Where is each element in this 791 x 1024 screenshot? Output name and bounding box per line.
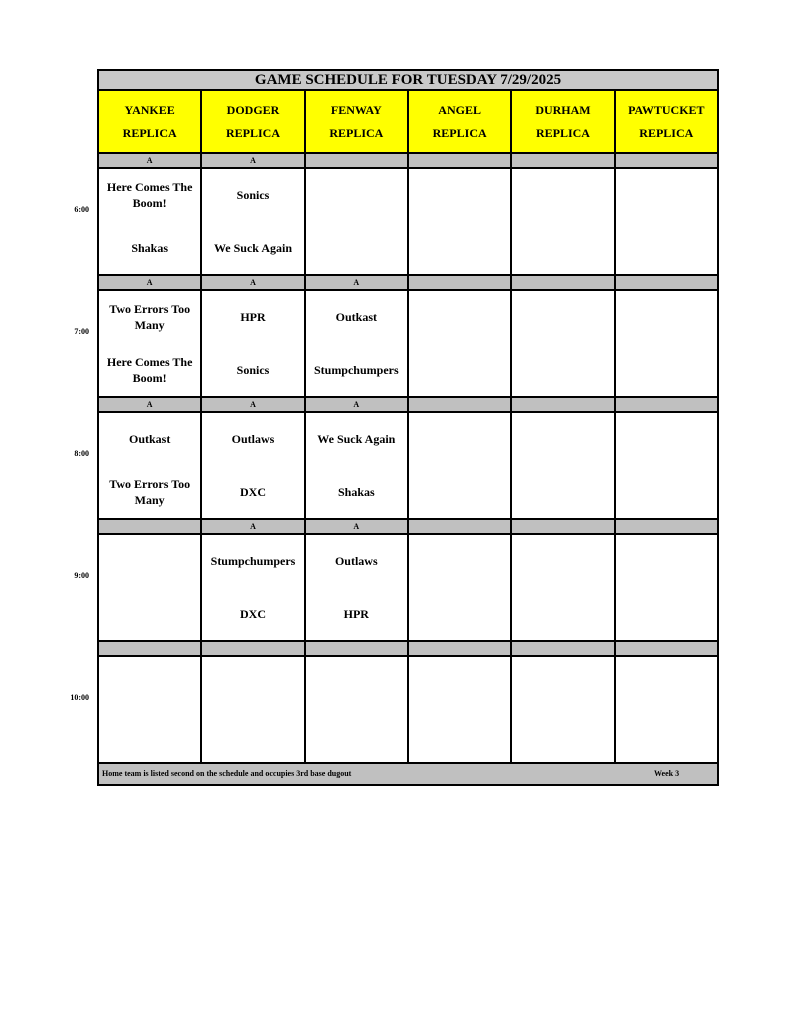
game-cell <box>202 413 305 520</box>
away-team <box>616 413 717 466</box>
game-cell <box>97 535 202 642</box>
away-team: Outkast <box>128 432 171 447</box>
dugout-marker <box>616 642 719 657</box>
game-cell <box>616 169 719 276</box>
home-team: DXC <box>239 484 266 499</box>
dugout-marker <box>409 398 512 413</box>
field-name: PAWTUCKET <box>628 102 705 117</box>
dugout-marker <box>512 276 615 291</box>
game-cell <box>306 413 409 520</box>
away-team: Here Comes The Boom! <box>106 180 193 211</box>
dugout-marker <box>512 642 615 657</box>
dugout-marker: A <box>306 398 409 413</box>
home-team: DXC <box>239 606 266 621</box>
slot-time: 9:00 <box>74 571 89 580</box>
game-cell <box>616 535 719 642</box>
home-team <box>512 222 613 275</box>
away-team <box>616 535 717 588</box>
away-team: Outkast <box>335 310 377 325</box>
dugout-marker <box>97 642 202 657</box>
field-header-durham <box>512 91 615 154</box>
away-team: Outlaws <box>231 432 275 447</box>
away-team <box>409 535 510 588</box>
time-slot <box>74 520 719 642</box>
away-team <box>512 169 613 222</box>
dugout-marker-row <box>97 154 719 169</box>
game-cell <box>306 169 409 276</box>
field-name: DODGER <box>226 102 280 117</box>
home-team: Here Comes The Boom! <box>106 354 193 385</box>
away-team <box>409 413 510 466</box>
schedule-footer <box>97 764 719 786</box>
dugout-marker: A <box>202 276 305 291</box>
game-cell <box>306 657 409 764</box>
dugout-marker <box>202 642 305 657</box>
game-cell <box>409 657 512 764</box>
away-team <box>616 291 717 344</box>
away-team <box>512 657 613 710</box>
game-cell <box>202 657 305 764</box>
away-team <box>99 535 200 588</box>
slot-time: 10:00 <box>70 693 89 702</box>
dugout-marker: A <box>202 398 305 413</box>
game-cell <box>97 657 202 764</box>
away-team: Sonics <box>236 188 270 203</box>
away-team <box>409 169 510 222</box>
home-team: Two Errors Too Many <box>109 476 191 507</box>
home-team <box>616 588 717 641</box>
field-name: ANGEL <box>438 102 481 117</box>
away-team <box>409 291 510 344</box>
dugout-marker: A <box>202 154 305 169</box>
home-team: HPR <box>343 606 369 621</box>
away-team <box>512 535 613 588</box>
dugout-marker <box>512 520 615 535</box>
home-team: Sonics <box>236 362 270 377</box>
field-header-dodger <box>202 91 305 154</box>
game-cell <box>512 169 615 276</box>
away-team: Stumpchumpers <box>210 554 296 569</box>
game-cell <box>409 291 512 398</box>
away-team: Outlaws <box>334 554 378 569</box>
home-team: Stumpchumpers <box>313 362 399 377</box>
home-team <box>409 222 510 275</box>
slot-time: 7:00 <box>74 327 89 336</box>
home-team <box>616 466 717 519</box>
field-sub: REPLICA <box>639 125 694 140</box>
dugout-marker-row <box>97 276 719 291</box>
week-label: Week 3 <box>654 769 680 778</box>
dugout-marker-row <box>97 398 719 413</box>
game-row <box>97 169 719 276</box>
time-slot <box>74 398 719 520</box>
dugout-marker <box>409 642 512 657</box>
dugout-marker: A <box>97 276 202 291</box>
dugout-marker <box>512 398 615 413</box>
home-team <box>616 710 717 763</box>
slot-time: 6:00 <box>74 205 89 214</box>
game-cell <box>97 291 202 398</box>
game-row <box>97 413 719 520</box>
dugout-marker <box>409 154 512 169</box>
dugout-marker <box>616 398 719 413</box>
game-row <box>97 657 719 764</box>
home-team-note: Home team is listed second on the schedule and occupies 3rd base dugout <box>102 769 352 778</box>
game-cell <box>97 413 202 520</box>
dugout-marker: A <box>97 154 202 169</box>
away-team <box>512 413 613 466</box>
home-team <box>409 466 510 519</box>
dugout-marker <box>616 276 719 291</box>
field-sub: REPLICA <box>432 125 487 140</box>
field-name: YANKEE <box>124 102 175 117</box>
field-header-angel <box>409 91 512 154</box>
away-team: Two Errors Too Many <box>109 302 191 333</box>
field-header-fenway <box>306 91 409 154</box>
game-cell <box>202 291 305 398</box>
time-slot <box>74 276 719 398</box>
home-team <box>512 710 613 763</box>
game-cell <box>409 413 512 520</box>
home-team: Shakas <box>337 484 375 499</box>
away-team <box>616 169 717 222</box>
away-team: HPR <box>240 310 266 325</box>
home-team <box>616 344 717 397</box>
away-team <box>616 657 717 710</box>
field-header-row <box>97 91 719 154</box>
dugout-marker: A <box>97 398 202 413</box>
away-team <box>202 657 303 710</box>
dugout-marker: A <box>306 276 409 291</box>
field-sub: REPLICA <box>535 125 590 140</box>
home-team <box>99 588 200 641</box>
time-slot <box>70 642 719 764</box>
field-sub: REPLICA <box>122 125 177 140</box>
game-cell <box>512 535 615 642</box>
game-cell <box>97 169 202 276</box>
home-team <box>306 222 407 275</box>
dugout-marker <box>409 276 512 291</box>
home-team <box>616 222 717 275</box>
game-cell <box>202 169 305 276</box>
home-team <box>306 710 407 763</box>
game-row <box>97 291 719 398</box>
away-team <box>99 657 200 710</box>
away-team <box>306 657 407 710</box>
home-team: We Suck Again <box>213 240 292 255</box>
home-team <box>409 588 510 641</box>
game-row <box>97 535 719 642</box>
home-team <box>512 344 613 397</box>
away-team <box>409 657 510 710</box>
field-sub: REPLICA <box>329 125 384 140</box>
dugout-marker-row <box>97 520 719 535</box>
game-cell <box>409 169 512 276</box>
dugout-marker <box>616 520 719 535</box>
game-cell <box>512 657 615 764</box>
slot-time: 8:00 <box>74 449 89 458</box>
game-cell <box>616 413 719 520</box>
away-team <box>512 291 613 344</box>
home-team <box>512 466 613 519</box>
game-cell <box>512 413 615 520</box>
home-team <box>99 710 200 763</box>
home-team <box>409 710 510 763</box>
game-cell <box>202 535 305 642</box>
home-team <box>512 588 613 641</box>
field-header-yankee <box>97 91 202 154</box>
game-cell <box>409 535 512 642</box>
field-sub: REPLICA <box>225 125 280 140</box>
schedule-sheet <box>70 69 719 786</box>
dugout-marker <box>616 154 719 169</box>
field-header-pawtucket <box>616 91 719 154</box>
dugout-marker <box>306 642 409 657</box>
dugout-marker <box>97 520 202 535</box>
dugout-marker: A <box>306 520 409 535</box>
time-slots <box>70 154 719 764</box>
game-cell <box>306 291 409 398</box>
dugout-marker <box>409 520 512 535</box>
away-team <box>306 169 407 222</box>
dugout-marker <box>306 154 409 169</box>
game-cell <box>616 657 719 764</box>
home-team <box>409 344 510 397</box>
game-cell <box>512 291 615 398</box>
field-name: DURHAM <box>535 102 591 117</box>
field-name: FENWAY <box>330 102 382 117</box>
away-team: We Suck Again <box>317 432 396 447</box>
time-slot <box>74 154 719 276</box>
home-team: Shakas <box>131 240 169 255</box>
game-cell <box>616 291 719 398</box>
game-cell <box>306 535 409 642</box>
dugout-marker: A <box>202 520 305 535</box>
dugout-marker-row <box>97 642 719 657</box>
dugout-marker <box>512 154 615 169</box>
schedule-title: GAME SCHEDULE FOR TUESDAY 7/29/2025 <box>97 69 719 91</box>
home-team <box>202 710 303 763</box>
